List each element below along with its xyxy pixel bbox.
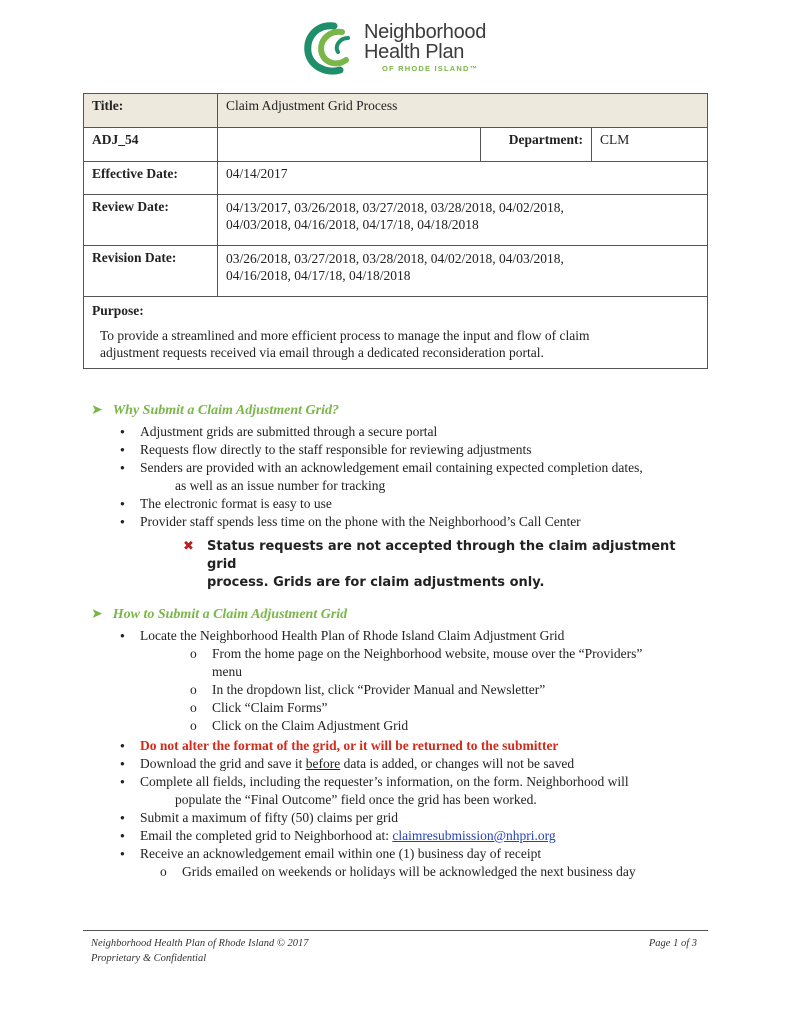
sub-item-text-cont: menu (212, 664, 242, 679)
effective-row (84, 162, 708, 195)
list-item-text: Senders are provided with an acknowledgement email containing expected completion dates, (140, 460, 643, 475)
effective-date-label: Effective Date: (84, 162, 218, 195)
section-how-title: How to Submit a Claim Adjustment Grid (112, 607, 348, 622)
list-item-red-warning: ● Do not alter the format of the grid, or it will be returned to the submitter (120, 737, 710, 755)
list-item: ● Submit a maximum of fifty (50) claims per grid (120, 809, 710, 827)
review-date-label: Review Date: (84, 195, 218, 246)
revision-date-line2: 04/16/2018, 04/17/18, 04/18/2018 (226, 268, 411, 283)
circle-bullet-icon: o (190, 718, 197, 733)
review-date-line2: 04/03/2018, 04/16/2018, 04/17/18, 04/18/2018 (226, 217, 479, 232)
list-item: ● The electronic format is easy to use (120, 495, 710, 513)
logo-swirl-icon (304, 20, 362, 76)
sub-item (190, 699, 710, 717)
warning-line2: process. Grids are for claim adjustments only. (207, 575, 545, 590)
list-item (120, 827, 710, 845)
list-item (120, 459, 710, 495)
section-how-heading (91, 606, 347, 623)
sub-item (190, 717, 710, 735)
download-text-before: before (305, 756, 341, 771)
footer-divider (83, 930, 708, 931)
list-item (120, 773, 710, 809)
header-table (83, 93, 708, 369)
section-why-heading (91, 402, 339, 419)
purpose-cell (84, 297, 708, 369)
download-text-c: data is added, or changes will not be saved (340, 756, 575, 771)
footer-page-number: Page 1 of 3 (648, 938, 697, 949)
id-empty-cell (218, 128, 481, 162)
complete-text-cont: populate the “Final Outcome” field once the grid has been worked. (175, 792, 537, 807)
warning-line1: Status requests are not accepted through the claim adjustment grid (207, 539, 676, 572)
receive-text: Receive an acknowledgement email within one (1) business day of receipt (140, 846, 542, 861)
logo-text-line3: OF RHODE ISLAND™ (382, 64, 479, 73)
locate-text: Locate the Neighborhood Health Plan of Rhode Island Claim Adjustment Grid (140, 628, 565, 643)
sub-item-text: Click on the Claim Adjustment Grid (212, 718, 409, 733)
sub-item-text: In the dropdown list, click “Provider Manual and Newsletter” (212, 682, 546, 697)
arrow-bullet-icon: ➤ (91, 403, 103, 418)
circle-bullet-icon: o (190, 682, 197, 697)
id-row (84, 128, 708, 162)
logo (304, 20, 504, 76)
footer-left (91, 936, 308, 966)
logo-text-line1: Neighborhood (364, 21, 487, 43)
circle-bullet-icon: o (190, 700, 197, 715)
sub-item (190, 645, 710, 681)
revision-date-value (218, 246, 708, 297)
purpose-line2: adjustment requests received via email through a dedicated reconsideration portal. (100, 345, 544, 360)
purpose-label: Purpose: (92, 303, 144, 318)
section-why-title: Why Submit a Claim Adjustment Grid? (112, 403, 339, 418)
review-date-line1: 04/13/2017, 03/26/2018, 03/27/2018, 03/28/2018, 04/02/2018, (226, 200, 564, 215)
list-item (120, 755, 710, 773)
sub-item (160, 863, 710, 881)
list-item: ● Requests flow directly to the staff responsible for reviewing adjustments (120, 441, 710, 459)
sub-item-text: Click “Claim Forms” (212, 700, 328, 715)
review-date-value (218, 195, 708, 246)
title-row (84, 94, 708, 128)
effective-date-value: 04/14/2017 (218, 162, 708, 195)
footer-copyright: Neighborhood Health Plan of Rhode Island © 2017 (91, 938, 309, 949)
download-text-a: Download the grid and save it (140, 756, 306, 771)
title-value: Claim Adjustment Grid Process (218, 94, 708, 128)
title-label: Title: (84, 94, 218, 128)
revision-date-label: Revision Date: (84, 246, 218, 297)
email-text: Email the completed grid to Neighborhood at: (140, 828, 393, 843)
list-item (120, 845, 710, 881)
section-why-list (120, 423, 710, 531)
purpose-line1: To provide a streamlined and more efficient process to manage the input and flow of claim (100, 328, 590, 343)
email-link[interactable]: claimresubmission@nhpri.org (392, 828, 556, 843)
sub-item (190, 681, 710, 699)
sub-item-text: Grids emailed on weekends or holidays will be acknowledged the next business day (182, 864, 636, 879)
revision-row (84, 246, 708, 297)
department-label: Department: (481, 128, 592, 162)
document-id: ADJ_54 (84, 128, 218, 162)
department-value: CLM (592, 128, 708, 162)
circle-bullet-icon: o (190, 646, 197, 661)
complete-text: Complete all fields, including the requester’s information, on the form. Neighborhood will (140, 774, 629, 789)
list-item: ● Adjustment grids are submitted through a secure portal (120, 423, 710, 441)
cross-mark-icon: ✖ (183, 539, 194, 554)
section-how-list (120, 627, 710, 881)
list-item: ● Provider staff spends less time on the phone with the Neighborhood’s Call Center (120, 513, 710, 531)
logo-text-line2: Health Plan (364, 41, 465, 63)
arrow-bullet-icon: ➤ (91, 607, 103, 622)
sub-item-text: From the home page on the Neighborhood website, mouse over the “Providers” (212, 646, 643, 661)
footer-confidential: Proprietary & Confidential (91, 953, 207, 964)
purpose-row (84, 297, 708, 369)
list-item (120, 627, 710, 735)
list-item-continuation: as well as an issue number for tracking (175, 478, 386, 493)
revision-date-line1: 03/26/2018, 03/27/2018, 03/28/2018, 04/02/2018, 04/03/2018, (226, 251, 564, 266)
circle-bullet-icon: o (160, 864, 167, 879)
status-warning (183, 538, 677, 592)
review-row (84, 195, 708, 246)
